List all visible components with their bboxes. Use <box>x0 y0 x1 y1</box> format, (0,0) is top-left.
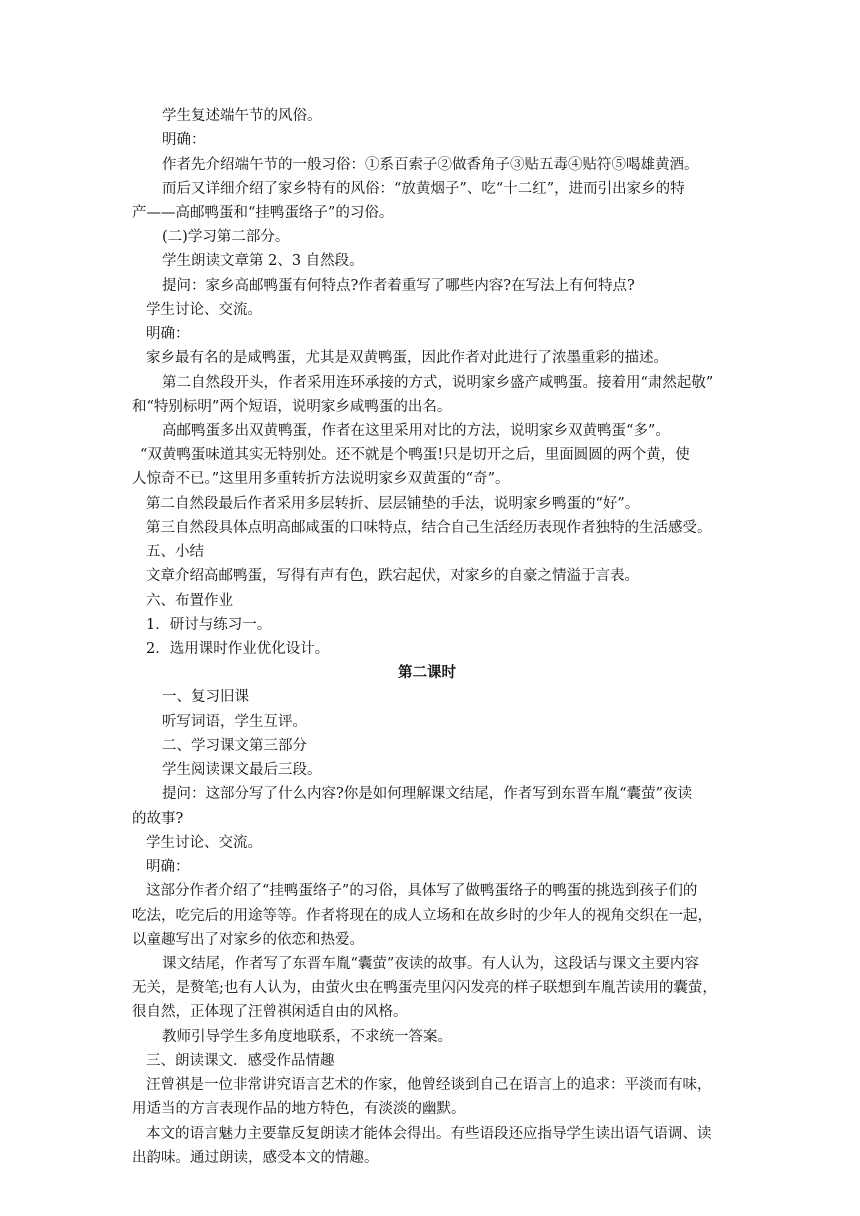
text-line: 本文的语言魅力主要靠反复朗读才能体会得出。有些语段还应指导学生读出语气语调、读 <box>146 1126 712 1142</box>
text-line: 高邮鸭蛋多出双黄鸭蛋，作者在这里采用对比的方法，说明家乡双黄鸭蛋“多”。 <box>162 423 670 439</box>
text-line: 出韵味。通过朗读，感受本文的情趣。 <box>132 1150 379 1166</box>
text-line: 2．选用课时作业优化设计。 <box>146 641 330 657</box>
text-line: 而后又详细介绍了家乡特有的风俗：“放黄烟子”、吃“十二红”，进而引出家乡的特 <box>162 181 685 197</box>
text-line: 吃法，吃完后的用途等等。作者将现在的成人立场和在故乡时的少年人的视角交织在一起， <box>132 908 712 924</box>
text-line: 第二自然段最后作者采用多层转折、层层铺垫的手法，说明家乡鸭蛋的“好”。 <box>146 496 640 512</box>
text-line: 和“特别标明”两个短语，说明家乡咸鸭蛋的出名。 <box>132 399 452 415</box>
text-line: 提问：这部分写了什么内容?你是如何理解课文结尾，作者写到东晋车胤“囊萤”夜读 <box>162 786 693 802</box>
text-line: 明确： <box>146 859 190 875</box>
text-line: 明确： <box>146 326 190 342</box>
text-line: 作者先介绍端午节的一般习俗：①系百索子②做香角子③贴五毒④贴符⑤喝雄黄酒。 <box>162 157 699 173</box>
text-line: 学生讨论、交流。 <box>146 302 262 318</box>
text-line: 学生复述端午节的风俗。 <box>162 108 322 124</box>
section-heading: 五、小结 <box>146 544 204 560</box>
section-heading: 三、朗读课文．感受作品情趣 <box>146 1053 335 1069</box>
text-line: 学生阅读课文最后三段。 <box>162 762 322 778</box>
text-line: 第二自然段开头，作者采用连环承接的方式，说明家乡盛产咸鸭蛋。接着用“肃然起敬” <box>162 375 714 391</box>
text-line: 产——高邮鸭蛋和“挂鸭蛋络子”的习俗。 <box>132 205 394 221</box>
section-heading: 六、布置作业 <box>146 593 233 609</box>
text-line: 教师引导学生多角度地联系，不求统一答案。 <box>162 1029 452 1045</box>
text-line: 无关，是赘笔;也有人认为，由萤火虫在鸭蛋壳里闪闪发亮的样子联想到车胤苦读用的囊萤， <box>132 980 717 996</box>
text-line: 汪曾祺是一位非常讲究语言艺术的作家，他曾经谈到自己在语言上的追求：平淡而有味， <box>146 1077 712 1093</box>
text-line: 第三自然段具体点明高邮咸蛋的口味特点，结合自己生活经历表现作者独特的生活感受。 <box>146 520 712 536</box>
text-line: 听写词语，学生互评。 <box>162 714 307 730</box>
text-line: 以童趣写出了对家乡的依恋和热爱。 <box>132 932 364 948</box>
text-line: 提问：家乡高邮鸭蛋有何特点?作者着重写了哪些内容?在写法上有何特点? <box>162 278 635 294</box>
text-line: (二)学习第二部分。 <box>162 229 290 245</box>
text-line: 这部分作者介绍了“挂鸭蛋络子”的习俗，具体写了做鸭蛋络子的鸭蛋的挑选到孩子们的 <box>146 883 698 899</box>
text-line: 家乡最有名的是咸鸭蛋，尤其是双黄鸭蛋，因此作者对此进行了浓墨重彩的描述。 <box>146 350 668 366</box>
section-heading: 一、复习旧课 <box>162 689 249 705</box>
text-line: 明确： <box>162 132 206 148</box>
text-line: 文章介绍高邮鸭蛋，写得有声有色，跌宕起伏，对家乡的自豪之情溢于言表。 <box>146 568 639 584</box>
text-line: 学生朗读文章第 2、3 自然段。 <box>162 253 364 269</box>
text-line: 人惊奇不已。”这里用多重转折方法说明家乡双黄蛋的“奇”。 <box>132 471 510 487</box>
text-line: 1．研讨与练习一。 <box>146 617 272 633</box>
lesson-title: 第二课时 <box>398 665 456 681</box>
text-line: 很自然，正体现了汪曾祺闲适自由的风格。 <box>132 1004 408 1020</box>
section-heading: 二、学习课文第三部分 <box>162 738 307 754</box>
text-line: 课文结尾，作者写了东晋车胤“囊萤”夜读的故事。有人认为，这段话与课文主要内容 <box>162 956 699 972</box>
text-line: 的故事? <box>132 811 184 827</box>
text-line: “双黄鸭蛋味道其实无特别处。还不就是个鸭蛋!只是切开之后，里面圆圆的两个黄，使 <box>140 447 690 463</box>
text-line: 学生讨论、交流。 <box>146 835 262 851</box>
text-line: 用适当的方言表现作品的地方特色，有淡淡的幽默。 <box>132 1101 466 1117</box>
